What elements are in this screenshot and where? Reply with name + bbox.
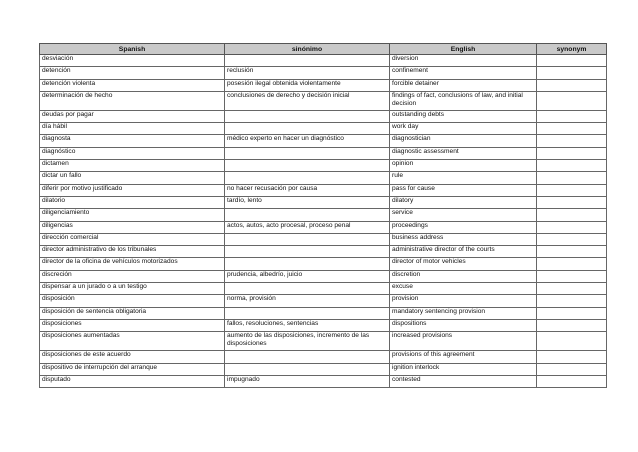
table-row	[40, 375, 607, 387]
cell-spanish: director administrativo de los tribunales	[40, 246, 225, 258]
cell-synonym	[537, 307, 607, 319]
cell-synonym	[537, 67, 607, 79]
cell-sinonimo: no hacer recusación por causa	[225, 184, 390, 196]
cell-spanish: detención violenta	[40, 79, 225, 91]
cell-sinonimo	[225, 363, 390, 375]
cell-sinonimo	[225, 123, 390, 135]
table-row	[40, 209, 607, 221]
cell-spanish: dictar un fallo	[40, 172, 225, 184]
cell-english: opinion	[390, 160, 537, 172]
cell-sinonimo	[225, 258, 390, 270]
table-row	[40, 363, 607, 375]
table-row	[40, 79, 607, 91]
table-row	[40, 147, 607, 159]
table-row	[40, 295, 607, 307]
cell-synonym	[537, 258, 607, 270]
cell-spanish: diagnosta	[40, 135, 225, 147]
cell-synonym	[537, 319, 607, 331]
cell-english: ignition interlock	[390, 363, 537, 375]
table-row	[40, 196, 607, 208]
cell-sinonimo: tardío, lento	[225, 196, 390, 208]
cell-english: diversion	[390, 55, 537, 67]
cell-synonym	[537, 209, 607, 221]
cell-synonym	[537, 196, 607, 208]
cell-sinonimo: posesión ilegal obtenida violentamente	[225, 79, 390, 91]
cell-sinonimo: médico experto en hacer un diagnóstico	[225, 135, 390, 147]
cell-sinonimo: impugnado	[225, 375, 390, 387]
cell-sinonimo	[225, 209, 390, 221]
cell-spanish: disposición de sentencia obligatoria	[40, 307, 225, 319]
cell-sinonimo	[225, 160, 390, 172]
table-row	[40, 319, 607, 331]
cell-sinonimo	[225, 55, 390, 67]
cell-synonym	[537, 79, 607, 91]
cell-synonym	[537, 110, 607, 122]
cell-spanish: director de la oficina de vehículos motorizados	[40, 258, 225, 270]
table-row	[40, 55, 607, 67]
cell-english: provisions of this agreement	[390, 351, 537, 363]
table-row	[40, 283, 607, 295]
cell-sinonimo	[225, 246, 390, 258]
cell-english: discretion	[390, 270, 537, 282]
table-row	[40, 135, 607, 147]
cell-english: business address	[390, 233, 537, 245]
cell-spanish: discreción	[40, 270, 225, 282]
cell-synonym	[537, 160, 607, 172]
cell-english: contested	[390, 375, 537, 387]
cell-sinonimo: aumento de las disposiciones, incremento de las disposiciones	[225, 332, 390, 351]
cell-english: forcible detainer	[390, 79, 537, 91]
cell-sinonimo	[225, 147, 390, 159]
cell-spanish: día hábil	[40, 123, 225, 135]
cell-english: mandatory sentencing provision	[390, 307, 537, 319]
cell-synonym	[537, 147, 607, 159]
cell-sinonimo: prudencia, albedrío, juicio	[225, 270, 390, 282]
cell-english: proceedings	[390, 221, 537, 233]
cell-english: service	[390, 209, 537, 221]
cell-synonym	[537, 283, 607, 295]
table-row	[40, 91, 607, 110]
table-row	[40, 221, 607, 233]
cell-spanish: determinación de hecho	[40, 91, 225, 110]
header-english: English	[390, 44, 537, 55]
cell-sinonimo: actos, autos, acto procesal, proceso penal	[225, 221, 390, 233]
table-row	[40, 351, 607, 363]
cell-synonym	[537, 332, 607, 351]
table-row	[40, 233, 607, 245]
cell-spanish: diagnóstico	[40, 147, 225, 159]
cell-english: director of motor vehicles	[390, 258, 537, 270]
cell-spanish: diligencias	[40, 221, 225, 233]
cell-spanish: diferir por motivo justificado	[40, 184, 225, 196]
cell-synonym	[537, 375, 607, 387]
cell-spanish: dictamen	[40, 160, 225, 172]
cell-sinonimo: conclusiones de derecho y decisión inicial	[225, 91, 390, 110]
cell-spanish: desviación	[40, 55, 225, 67]
table-row	[40, 184, 607, 196]
cell-english: excuse	[390, 283, 537, 295]
cell-english: provision	[390, 295, 537, 307]
cell-synonym	[537, 123, 607, 135]
cell-english: outstanding debts	[390, 110, 537, 122]
cell-spanish: disposiciones	[40, 319, 225, 331]
cell-synonym	[537, 172, 607, 184]
cell-english: rule	[390, 172, 537, 184]
cell-sinonimo	[225, 110, 390, 122]
cell-spanish: dispositivo de interrupción del arranque	[40, 363, 225, 375]
cell-spanish: disposiciones de este acuerdo	[40, 351, 225, 363]
cell-synonym	[537, 351, 607, 363]
table-row	[40, 246, 607, 258]
table-row	[40, 307, 607, 319]
header-synonym: synonym	[537, 44, 607, 55]
cell-spanish: diligenciamiento	[40, 209, 225, 221]
cell-synonym	[537, 184, 607, 196]
cell-sinonimo: norma, provisión	[225, 295, 390, 307]
cell-spanish: disposiciones aumentadas	[40, 332, 225, 351]
cell-spanish: dilatorio	[40, 196, 225, 208]
cell-spanish: disposición	[40, 295, 225, 307]
table-row	[40, 270, 607, 282]
cell-english: diagnostician	[390, 135, 537, 147]
table-row	[40, 67, 607, 79]
cell-spanish: disputado	[40, 375, 225, 387]
header-spanish: Spanish	[40, 44, 225, 55]
table-row	[40, 123, 607, 135]
cell-sinonimo	[225, 307, 390, 319]
table-row	[40, 110, 607, 122]
table-row	[40, 160, 607, 172]
cell-english: dispositions	[390, 319, 537, 331]
cell-spanish: detención	[40, 67, 225, 79]
cell-english: administrative director of the courts	[390, 246, 537, 258]
cell-sinonimo: reclusión	[225, 67, 390, 79]
header-row	[40, 44, 607, 55]
cell-sinonimo	[225, 351, 390, 363]
cell-sinonimo	[225, 172, 390, 184]
cell-synonym	[537, 270, 607, 282]
header-sinonimo: sinónimo	[225, 44, 390, 55]
cell-synonym	[537, 91, 607, 110]
cell-synonym	[537, 233, 607, 245]
cell-synonym	[537, 363, 607, 375]
glossary-table	[39, 43, 607, 388]
cell-synonym	[537, 295, 607, 307]
cell-synonym	[537, 55, 607, 67]
table-row	[40, 258, 607, 270]
table-row	[40, 332, 607, 351]
cell-synonym	[537, 221, 607, 233]
cell-english: increased provisions	[390, 332, 537, 351]
cell-spanish: dirección comercial	[40, 233, 225, 245]
cell-english: work day	[390, 123, 537, 135]
cell-english: findings of fact, conclusions of law, and initial decision	[390, 91, 537, 110]
cell-synonym	[537, 135, 607, 147]
cell-synonym	[537, 246, 607, 258]
cell-english: dilatory	[390, 196, 537, 208]
cell-spanish: dispensar a un jurado o a un testigo	[40, 283, 225, 295]
cell-english: diagnostic assessment	[390, 147, 537, 159]
cell-spanish: deudas por pagar	[40, 110, 225, 122]
cell-sinonimo	[225, 233, 390, 245]
cell-english: pass for cause	[390, 184, 537, 196]
table-row	[40, 172, 607, 184]
cell-english: confinement	[390, 67, 537, 79]
table-body	[40, 55, 607, 388]
cell-sinonimo	[225, 283, 390, 295]
cell-sinonimo: fallos, resoluciones, sentencias	[225, 319, 390, 331]
